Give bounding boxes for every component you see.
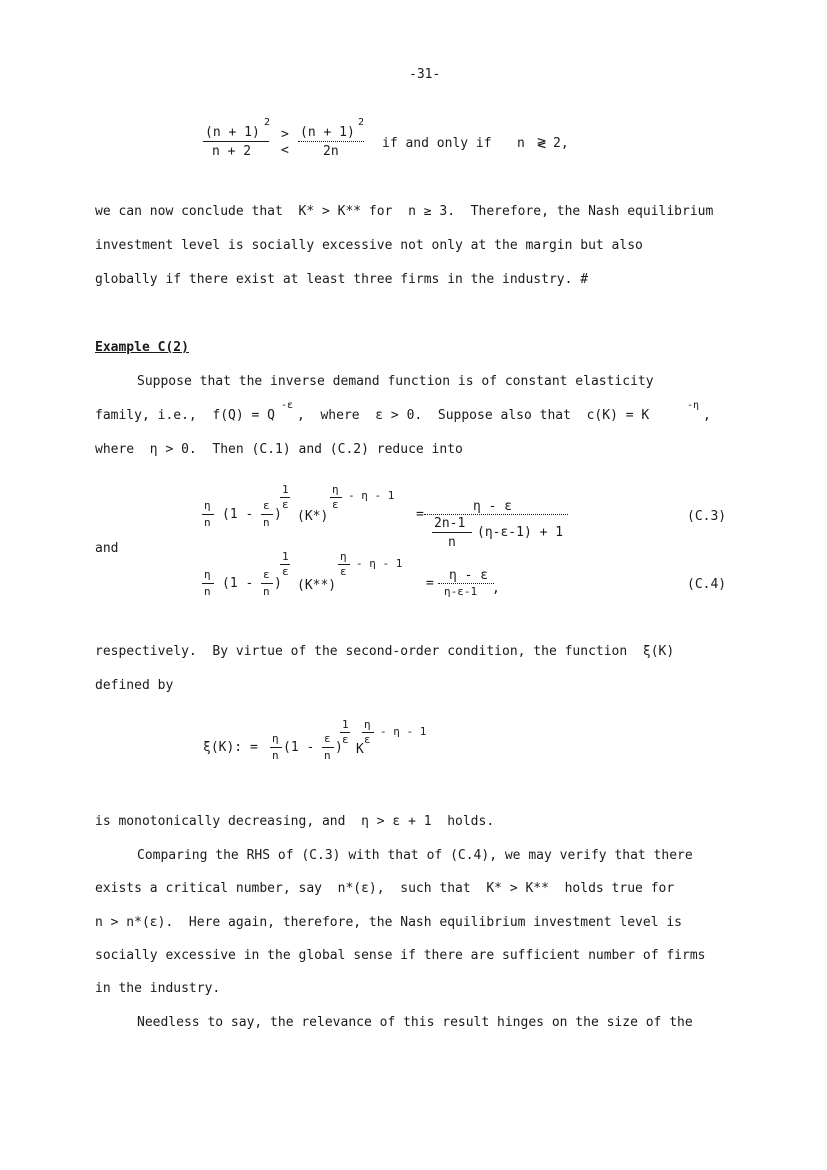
k-exp-numerator: η (332, 483, 339, 496)
rhs-main-bar (424, 514, 568, 515)
k-exp-denominator: ε (364, 733, 371, 746)
example-heading: Example C(2) (95, 340, 189, 355)
lead-numerator: η (204, 568, 211, 581)
text-line: exists a critical number, say n*(ε), such that K* > K** holds true for (95, 881, 675, 896)
outer-exp-numerator: 1 (282, 550, 289, 563)
text-line-a: family, i.e., f(Q) = Q (95, 408, 276, 423)
text-line-b: , where ε > 0. Suppose also that c(K) = K (297, 408, 650, 423)
paren-close: ) (274, 507, 282, 522)
k-exp-tail: - η - 1 (380, 725, 427, 738)
equals-sign: = (426, 576, 434, 591)
paragraph-monotonic: is monotonically decreasing, and η > ε + 1 holds. (95, 814, 495, 829)
rhs-numerator: η - ε (473, 499, 513, 514)
rhs-numerator: η - ε (449, 568, 489, 583)
rhs-tail: , (492, 581, 500, 596)
lhs-numerator: (n + 1) (205, 125, 260, 140)
condition-variable: n (517, 136, 525, 151)
rhs-inner-bar (432, 532, 472, 533)
eps-bar (261, 514, 273, 515)
outer-exp-numerator: 1 (342, 718, 349, 731)
connector-and: and (95, 541, 119, 556)
rhs-fraction-bar (298, 141, 364, 142)
eps-numerator: ε (263, 568, 270, 581)
k-exp-numerator: η (364, 718, 371, 731)
rhs-denominator: 2n (323, 144, 339, 159)
paren-close: ) (335, 740, 343, 755)
lead-bar (202, 583, 214, 584)
text-line: n > n*(ε). Here again, therefore, the Nash equilibrium investment level is (95, 915, 682, 930)
lead-numerator: η (272, 732, 279, 745)
lead-denominator: n (204, 585, 211, 598)
condition-relation: ≷ (537, 133, 547, 151)
paren-open: (1 - (222, 576, 254, 591)
eps-denominator: n (263, 516, 270, 529)
exponent-neg-eta: -η (687, 400, 700, 411)
condition-value: 2, (553, 136, 569, 151)
outer-exp-numerator: 1 (282, 483, 289, 496)
text-line-c: , (703, 408, 711, 423)
eps-denominator: n (263, 585, 270, 598)
relation-top: > (281, 127, 289, 142)
condition-text: if and only if (382, 136, 492, 151)
k-exp-denominator: ε (340, 565, 347, 578)
text-line: globally if there exist at least three firms in the industry. # (95, 272, 589, 287)
paren-open: (1 - (222, 507, 254, 522)
relation-bottom: < (281, 143, 289, 158)
eps-numerator: ε (324, 732, 331, 745)
lead-denominator: n (204, 516, 211, 529)
k-exp-tail: - η - 1 (348, 489, 395, 502)
lead-bar (202, 514, 214, 515)
k-exp-numerator: η (340, 550, 347, 563)
text-line: in the industry. (95, 981, 221, 996)
equation-label: (C.3) (687, 509, 727, 524)
text-line: Comparing the RHS of (C.3) with that of (C.4), we may verify that there (137, 848, 693, 863)
eps-denominator: n (324, 749, 331, 762)
equals-sign: = (416, 507, 424, 522)
page-number: -31- (409, 67, 441, 82)
eps-bar (261, 583, 273, 584)
text-line: defined by (95, 678, 174, 693)
rhs-numerator: (n + 1) (300, 125, 355, 140)
lhs-fraction-bar (203, 141, 269, 142)
paragraph-relevance: Needless to say, the relevance of this result hinges on the size of the (137, 1015, 693, 1030)
rhs-denominator: η-ε-1 (444, 585, 478, 598)
rhs-denominator-tail: (η-ε-1) + 1 (477, 525, 564, 540)
k-exp-tail: - η - 1 (356, 557, 403, 570)
text-line: investment level is socially excessive not only at the margin but also (95, 238, 643, 253)
capital-k: K (356, 742, 364, 757)
lead-numerator: η (204, 499, 211, 512)
exponent-neg-eps: -ε (281, 400, 294, 411)
lead-bar (270, 747, 282, 748)
lhs-denominator: n + 2 (212, 144, 252, 159)
outer-exp-denominator: ε (342, 733, 349, 746)
k-double-star: (K**) (297, 578, 337, 593)
paren-open: (1 - (283, 740, 315, 755)
eps-numerator: ε (263, 499, 270, 512)
text-line: Suppose that the inverse demand function is of constant elasticity (137, 374, 654, 389)
rhs-exponent: 2 (358, 117, 365, 128)
text-line: socially excessive in the global sense if there are sufficient number of firms (95, 948, 706, 963)
lead-denominator: n (272, 749, 279, 762)
xi-lhs: ξ(K): = (203, 740, 258, 755)
k-exp-denominator: ε (332, 498, 339, 511)
rhs-inner-denominator: n (448, 535, 456, 550)
eps-bar (322, 747, 334, 748)
outer-exp-denominator: ε (282, 565, 289, 578)
rhs-bar (438, 583, 494, 584)
paren-close: ) (274, 576, 282, 591)
text-line: respectively. By virtue of the second-order condition, the function ξ(K) (95, 644, 675, 659)
lhs-exponent: 2 (264, 117, 271, 128)
text-line: we can now conclude that K* > K** for n ≥ 3. Therefore, the Nash equilibrium (95, 204, 714, 219)
rhs-inner-numerator: 2n-1 (434, 516, 466, 531)
equation-label: (C.4) (687, 577, 727, 592)
outer-exp-denominator: ε (282, 498, 289, 511)
text-line: where η > 0. Then (C.1) and (C.2) reduce into (95, 442, 463, 457)
k-star: (K*) (297, 509, 329, 524)
